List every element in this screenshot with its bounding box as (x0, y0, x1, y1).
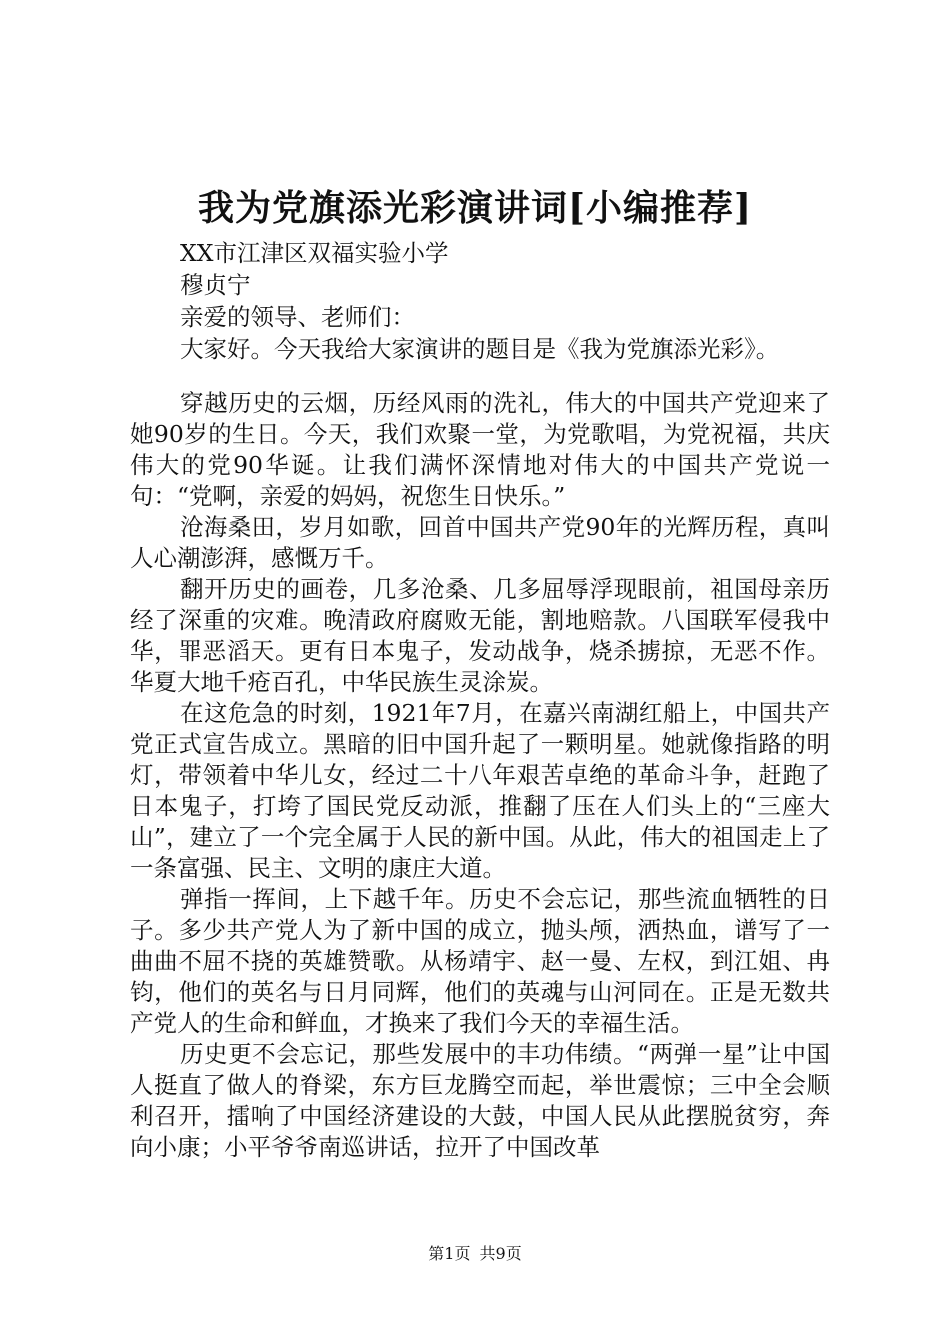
document-body (130, 388, 830, 1163)
page-footer (0, 1243, 950, 1265)
school-name: XX市江津区双福实验小学 (180, 239, 449, 267)
opening-line: 大家好。今天我给大家演讲的题目是《我为党旗添光彩》。 (180, 335, 780, 363)
paragraph: 历史更不会忘记，那些发展中的丰功伟绩。“两弹一星”让中国人挺直了做人的脊梁，东方巨龙腾空而起，举世震惊；三中全会顺利召开，擂响了中国经济建设的大鼓，中国人民从此摆脱贫穷，奔向小康；小平爷爷南巡讲话，拉开了中国改革 (130, 1040, 830, 1161)
paragraph: 翻开历史的画卷，几多沧桑、几多屈辱浮现眼前，祖国母亲历经了深重的灾难。晚清政府腐败无能，割地赔款。八国联军侵我中华，罪恶滔天。更有日本鬼子，发动战争，烧杀掳掠，无恶不作。华夏大地千疮百孔，中华民族生灵涂炭。 (130, 575, 830, 696)
paragraph: 在这危急的时刻，1921年7月，在嘉兴南湖红船上，中国共产党正式宣告成立。黑暗的旧中国升起了一颗明星。她就像指路的明灯，带领着中华儿女，经过二十八年艰苦卓绝的革命斗争，赶跑了日本鬼子，打垮了国民党反动派，推翻了压在人们头上的“三座大山”，建立了一个完全属于人民的新中国。从此，伟大的祖国走上了一条富强、民主、文明的康庄大道。 (130, 699, 830, 882)
salutation: 亲爱的领导、老师们： (180, 303, 415, 331)
document-title: 我为党旗添光彩演讲词[小编推荐] (197, 187, 753, 229)
page-total: 共9页 (479, 1244, 522, 1263)
author-name: 穆贞宁 (180, 271, 251, 299)
paragraph: 弹指一挥间，上下越千年。历史不会忘记，那些流血牺牲的日子。多少共产党人为了新中国的成立，抛头颅，洒热血，谱写了一曲曲不屈不挠的英雄赞歌。从杨靖宇、赵一曼、左权，到江姐、冉钧，他们的英名与日月同辉，他们的英魂与山河同在。正是无数共产党人的生命和鲜血，才换来了我们今天的幸福生活。 (130, 885, 830, 1037)
paragraph: 穿越历史的云烟，历经风雨的洗礼，伟大的中国共产党迎来了她90岁的生日。今天，我们欢聚一堂，为党歌唱，为党祝福，共庆伟大的党90华诞。让我们满怀深情地对伟大的中国共产党说一句：“党啊，亲爱的妈妈，祝您生日快乐。” (130, 389, 830, 510)
paragraph: 沧海桑田，岁月如歌，回首中国共产党90年的光辉历程，真叫人心潮澎湃，感慨万千。 (130, 513, 830, 572)
page-number: 第1页 (428, 1244, 471, 1263)
